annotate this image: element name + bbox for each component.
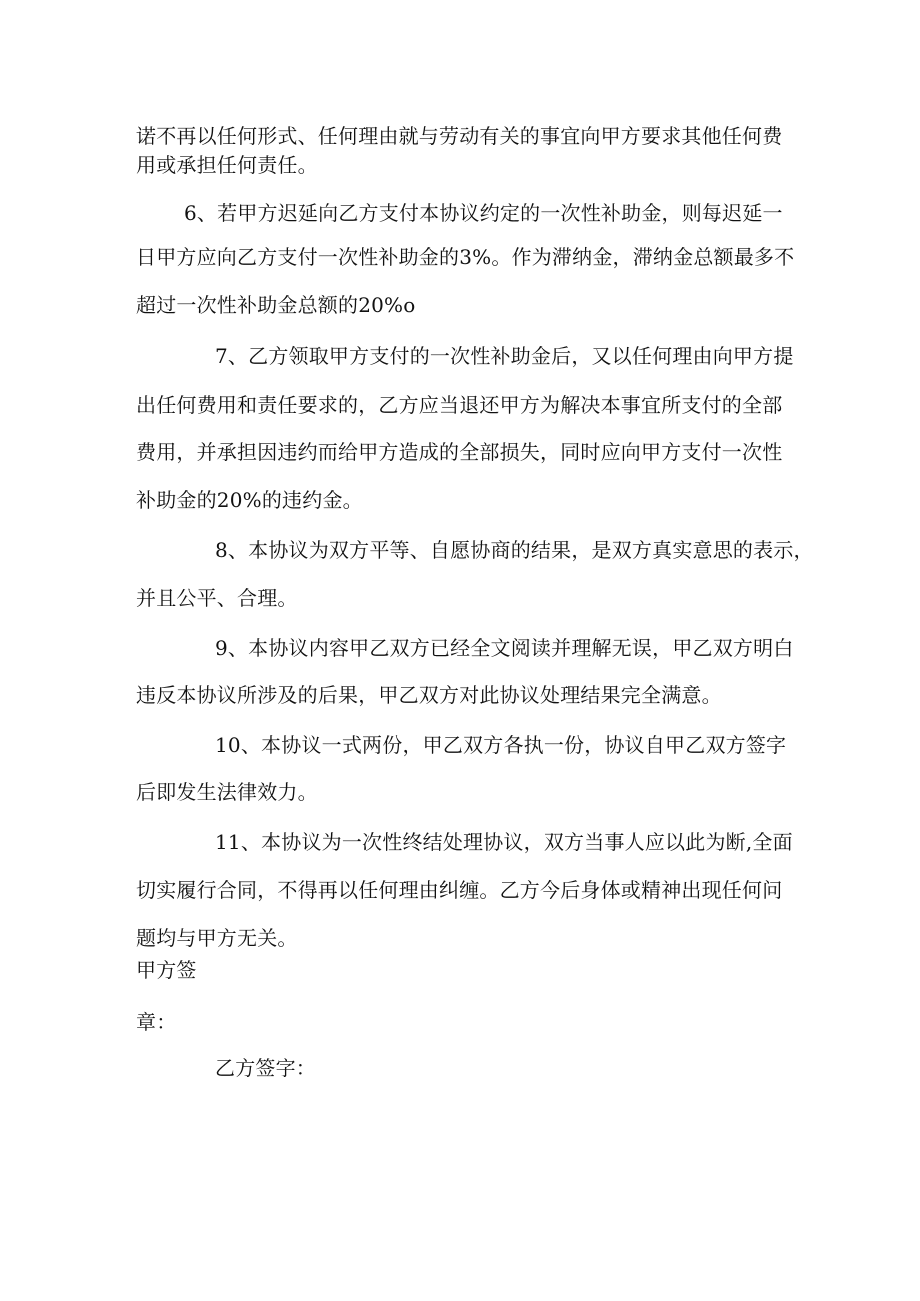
clause-7-line-4: 补助金的20%的违约金。	[136, 488, 363, 512]
clause-7-line-3: 费用，并承担因违约而给甲方造成的全部损失，同时应向甲方支付一次性	[136, 440, 783, 464]
clause-6-line-2: 日甲方应向乙方支付一次性补助金的3%。作为滞纳金，滞纳金总额最多不	[136, 245, 795, 269]
party-a-signature-label: 甲方签	[136, 958, 197, 982]
clause-6-line-3: 超过一次性补助金总额的20%o	[136, 293, 416, 317]
clause-10-line-1: 10、本协议一式两份，甲乙双方各执一份，协议自甲乙双方签字	[215, 733, 787, 757]
clause-7-line-2: 出任何费用和责任要求的，乙方应当退还甲方为解决本事宜所支付的全部	[136, 393, 783, 417]
clause-6-line-1: 6、若甲方迟延向乙方支付本协议约定的一次性补助金，则每迟延一	[184, 201, 783, 225]
clause-10-line-2: 后即发生法律效力。	[136, 780, 318, 804]
clause-5-line-3: 用或承担任何责任。	[136, 153, 318, 177]
clause-9-line-2: 违反本协议所涉及的后果，甲乙双方对此协议处理结果完全满意。	[136, 683, 722, 707]
clause-9-line-1: 9、本协议内容甲乙双方已经全文阅读并理解无误，甲乙双方明白	[215, 636, 794, 660]
party-b-signature-label: 乙方签字：	[215, 1056, 316, 1080]
clause-8-line-1: 8、本协议为双方平等、自愿协商的结果，是双方真实意思的表示，	[215, 538, 814, 562]
clause-11-line-2: 切实履行合同，不得再以任何理由纠缠。乙方今后身体或精神出现任何问	[136, 878, 783, 902]
clause-5-line-2: 诺不再以任何形式、任何理由就与劳动有关的事宜向甲方要求其他任何费	[136, 124, 783, 148]
party-a-seal-label: 章：	[136, 1010, 177, 1034]
clause-8-line-2: 并且公平、合理。	[136, 586, 298, 610]
clause-7-line-1: 7、乙方领取甲方支付的一次性补助金后，又以任何理由向甲方提	[215, 344, 794, 368]
clause-11-line-1: 11、本协议为一次性终结处理协议，双方当事人应以此为断,全面	[215, 830, 793, 854]
clause-11-line-3: 题均与甲方无关。	[136, 926, 298, 950]
